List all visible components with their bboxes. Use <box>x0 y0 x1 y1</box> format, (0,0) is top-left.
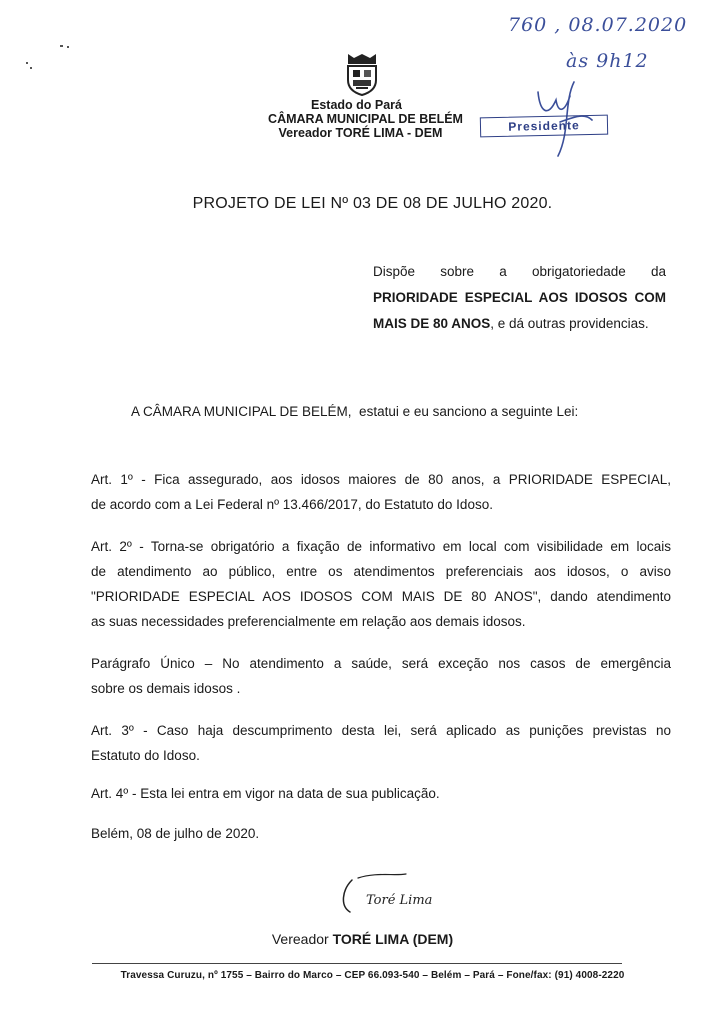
handwritten-protocol-number: 760 , 08.07.2020 <box>508 14 688 36</box>
article-2-line: "PRIORIDADE ESPECIAL AOS IDOSOS COM MAIS DE 80 ANOS", dando atendimento <box>91 589 671 604</box>
signatory-name-bold: TORÉ LIMA (DEM) <box>332 931 454 947</box>
article-2 <box>91 534 671 634</box>
signatory-name <box>0 931 725 947</box>
sole-paragraph <box>91 651 671 701</box>
place-and-date: Belém, 08 de julho de 2020. <box>91 826 260 841</box>
article-2-line: Art. 2º - Torna-se obrigatório a fixação de informativo em local com visibilidade em locais <box>91 539 671 554</box>
city-coat-of-arms-icon <box>344 52 380 96</box>
article-4: Art. 4º - Esta lei entra em vigor na data de sua publicação. <box>91 786 440 801</box>
summary-tail: , e dá outras providencias. <box>490 316 649 331</box>
scan-speck <box>67 46 69 48</box>
summary-highlight: PRIORIDADE ESPECIAL AOS IDOSOS COM MAIS DE 80 ANOS <box>373 290 666 331</box>
handwritten-protocol-time: às 9h12 <box>566 50 649 72</box>
sole-paragraph-line: Parágrafo Único – No atendimento a saúde, será exceção nos casos de emergência <box>91 656 671 671</box>
sole-paragraph-line: sobre os demais idosos . <box>91 681 241 696</box>
summary-lead: Dispõe sobre a obrigatoriedade da <box>373 264 666 279</box>
signatory-prefix: Vereador <box>271 931 333 947</box>
header-chamber: CÂMARA MUNICIPAL DE BELÉM <box>268 112 463 126</box>
scan-speck <box>26 62 28 64</box>
article-2-line: de atendimento ao público, entre os atendimentos preferenciais aos idosos, o aviso <box>91 564 671 579</box>
preamble: A CÂMARA MUNICIPAL DE BELÉM, estatui e eu sanciono a seguinte Lei: <box>131 404 579 419</box>
footer-address: Travessa Curuzu, nº 1755 – Bairro do Marco – CEP 66.093-540 – Belém – Pará – Fone/fax: (91) 4008-2220 <box>120 970 625 981</box>
scan-speck <box>30 67 32 69</box>
header-state: Estado do Pará <box>311 98 402 112</box>
footer-divider <box>92 963 622 964</box>
article-1 <box>91 467 671 517</box>
article-2-line: as suas necessidades preferencialmente em relação aos demais idosos. <box>91 614 526 629</box>
article-1-line: de acordo com a Lei Federal nº 13.466/2017, do Estatuto do Idoso. <box>91 497 493 512</box>
article-1-line: Art. 1º - Fica assegurado, aos idosos maiores de 80 anos, a PRIORIDADE ESPECIAL, <box>91 472 671 487</box>
article-3-line: Estatuto do Idoso. <box>91 748 200 763</box>
presidente-stamp: Presidente <box>480 115 608 138</box>
scan-speck <box>60 45 63 47</box>
article-3-line: Art. 3º - Caso haja descumprimento desta lei, será aplicado as punições previstas no <box>91 723 671 738</box>
signature-text: Toré Lima <box>366 893 433 908</box>
article-3 <box>91 718 671 768</box>
bill-summary <box>373 259 666 337</box>
header-councilor: Vereador TORÉ LIMA - DEM <box>278 126 443 140</box>
handwritten-signature <box>336 870 446 920</box>
bill-title: PROJETO DE LEI Nº 03 DE 08 DE JULHO 2020. <box>192 195 553 212</box>
